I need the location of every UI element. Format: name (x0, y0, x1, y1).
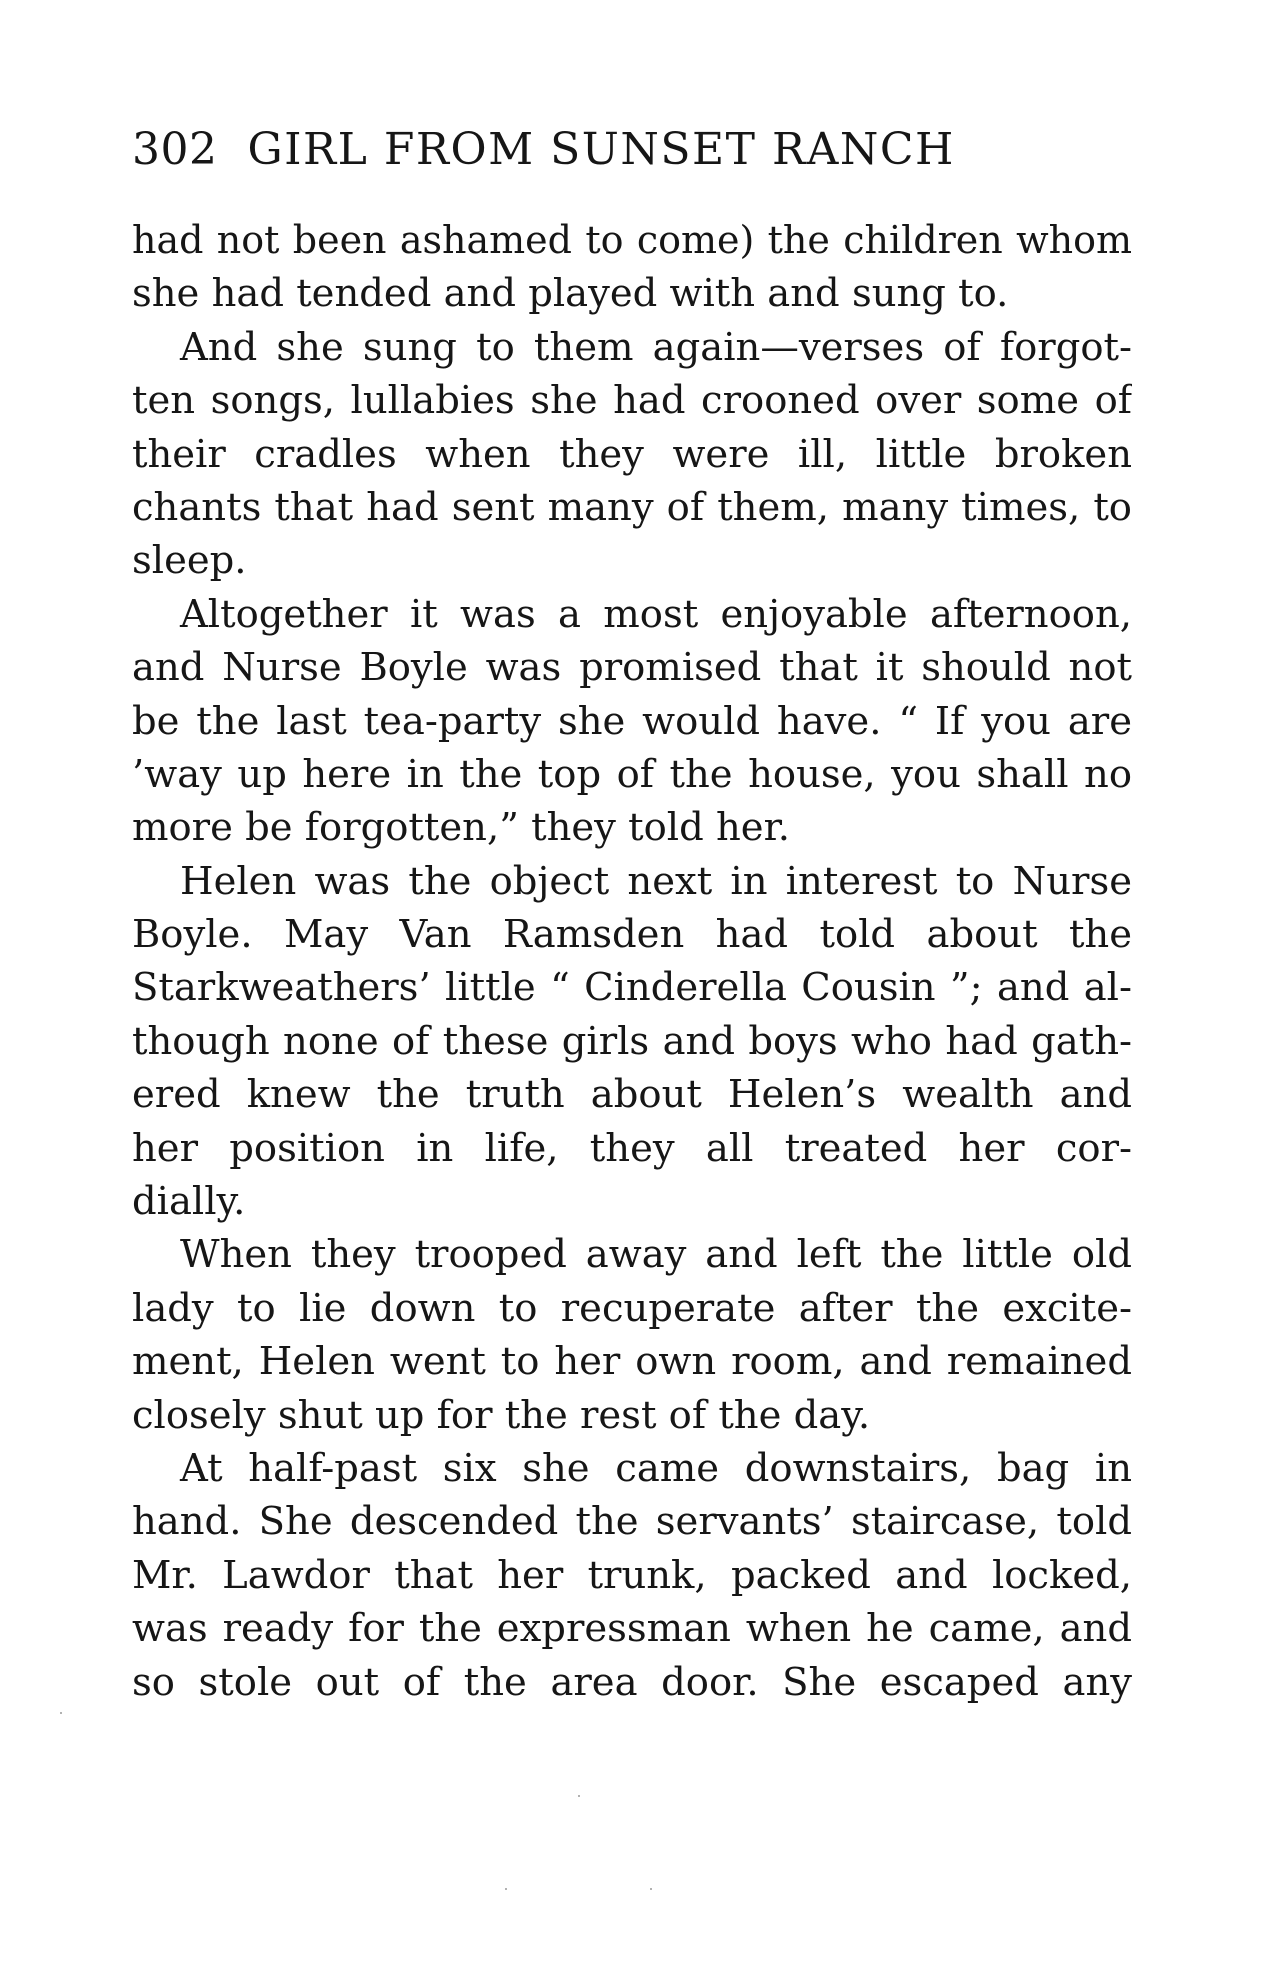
text-line: ten songs, lullabies she had crooned over some of (132, 378, 1132, 424)
text-line: Altogether it was a most enjoyable afternoon, (180, 591, 1132, 637)
text-line: dially. (132, 1179, 246, 1225)
speck-mark (578, 1795, 580, 1797)
text-line: and Nurse Boyle was promised that it should not (132, 645, 1132, 691)
running-head (132, 120, 955, 180)
text-line: so stole out of the area door. She escaped any (132, 1659, 1132, 1705)
text-line: be the last tea-party she would have. “ If you are (132, 698, 1132, 744)
body-text (132, 214, 1132, 1709)
text-line: she had tended and played with and sung to. (132, 271, 1009, 317)
text-line: chants that had sent many of them, many times, to (132, 484, 1132, 530)
text-line: had not been ashamed to come) the children whom (132, 218, 1132, 262)
text-line: their cradles when they were ill, little broken (132, 431, 1132, 477)
text-line: sleep. (132, 538, 247, 584)
speck-mark (60, 1712, 62, 1714)
text-line: hand. She descended the servants’ staircase, told (132, 1499, 1132, 1545)
text-line: ered knew the truth about Helen’s wealth and (132, 1072, 1132, 1118)
speck-mark (650, 1888, 652, 1890)
text-line: Starkweathers’ little “ Cinderella Cousin ”; and al- (132, 965, 1132, 1011)
text-line: though none of these girls and boys who had gath- (132, 1018, 1132, 1064)
text-line: ment, Helen went to her own room, and remained (132, 1339, 1132, 1385)
speck-mark (505, 1888, 507, 1890)
book-title: GIRL FROM SUNSET RANCH (247, 124, 955, 175)
text-line: At half-past six she came downstairs, bag in (180, 1445, 1132, 1491)
page-number: 302 (132, 124, 218, 175)
text-line: her position in life, they all treated her cor- (132, 1125, 1132, 1171)
text-line: Boyle. May Van Ramsden had told about the (132, 912, 1132, 958)
text-line: more be forgotten,” they told her. (132, 805, 790, 851)
text-line: When they trooped away and left the little old (180, 1232, 1132, 1278)
text-line: closely shut up for the rest of the day. (132, 1392, 871, 1438)
text-line: Mr. Lawdor that her trunk, packed and locked, (132, 1552, 1132, 1598)
text-line: lady to lie down to recuperate after the excite- (132, 1285, 1132, 1331)
text-line: And she sung to them again—verses of forgot- (180, 324, 1132, 370)
text-line: was ready for the expressman when he came, and (132, 1606, 1132, 1652)
text-line: ’way up here in the top of the house, you shall no (132, 751, 1132, 797)
text-line: Helen was the object next in interest to Nurse (180, 858, 1132, 904)
